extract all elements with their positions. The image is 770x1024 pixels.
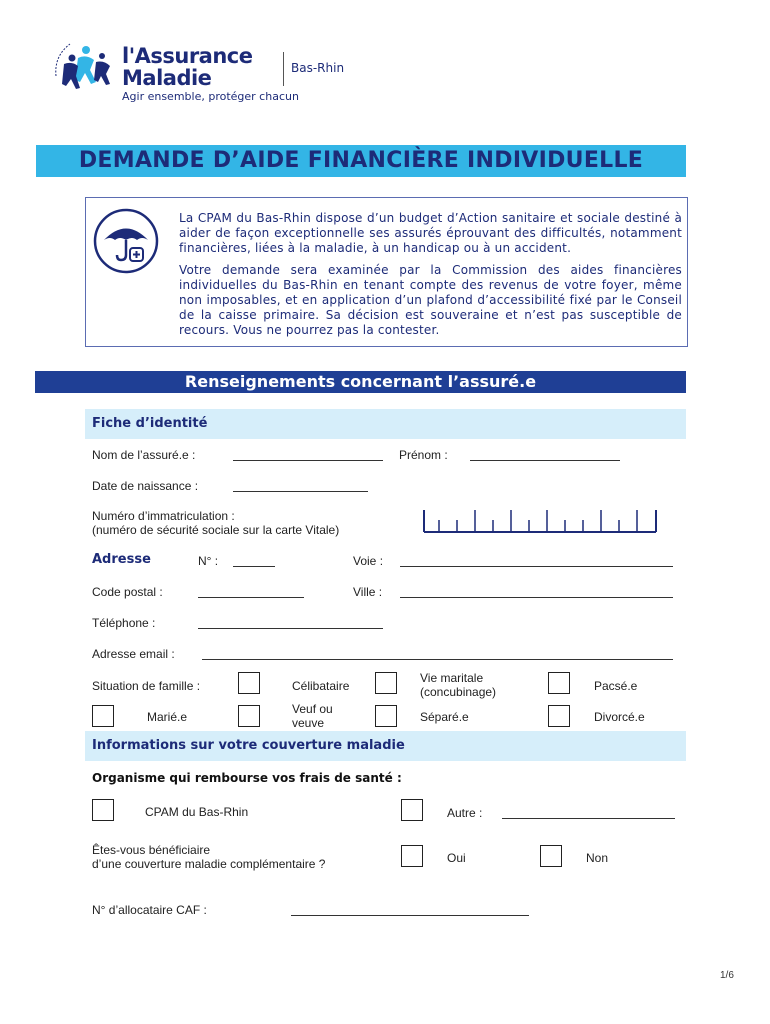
non-checkbox[interactable] [540,845,562,867]
tel-label: Téléphone : [92,616,156,630]
organisme-label: Organisme qui rembourse vos frais de santé : [92,771,402,785]
oui-label: Oui [447,851,466,865]
address-heading: Adresse [92,552,151,567]
veuf-sublabel: veuve [292,716,325,730]
logo-separator [283,52,284,86]
celibataire-label: Célibataire [292,679,350,693]
marie-label: Marié.e [147,710,188,724]
section-title: Renseignements concernant l’assuré.e [184,372,537,391]
immatriculation-field[interactable] [420,506,660,536]
marie-checkbox[interactable] [92,705,114,727]
oui-checkbox[interactable] [401,845,423,867]
immat-sublabel: (numéro de sécurité sociale sur la carte Vitale) [92,523,340,537]
cp-field[interactable] [198,597,304,598]
assurance-maladie-logo [50,36,122,98]
pacse-label: Pacsé.e [594,679,638,693]
vie-maritale-label: Vie maritale [420,671,484,685]
vie-maritale-sublabel: (concubinage) [420,685,497,699]
prenom-field[interactable] [470,460,620,461]
autre-field[interactable] [502,818,675,819]
separe-checkbox[interactable] [375,705,397,727]
pacse-checkbox[interactable] [548,672,570,694]
caf-label: N° d’allocataire CAF : [92,903,207,917]
veuf-checkbox[interactable] [238,705,260,727]
logo-line2: Maladie [122,66,212,90]
separe-label: Séparé.e [420,710,469,724]
ville-field[interactable] [400,597,673,598]
veuf-label: Veuf ou [292,702,333,716]
logo-tagline: Agir ensemble, protéger chacun [122,90,299,103]
coverage-heading: Informations sur votre couverture maladie [92,738,405,753]
nom-label: Nom de l’assuré.e : [92,448,196,462]
intro-paragraph-1: La CPAM du Bas-Rhin dispose d’un budget d’Action sanitaire et sociale destiné à aider de façon exceptionnelle ses assurés éprouvant des difficultés, notamment financières, liées à la maladie, à un handicap ou à un accident. [179,211,682,255]
caf-field[interactable] [291,915,529,916]
identity-heading: Fiche d’identité [92,416,208,431]
autre-label: Autre : [447,806,483,820]
intro-paragraph-2: Votre demande sera examinée par la Commission des aides financières individuelles du Bas-Rhin en tenant compte des revenus de votre foyer, même non imposables, et en application d’un plafond d’accessibilité fixé par le Conseil de la caisse primaire. Sa décision est souveraine et n’est pas susceptible de recours. Vous ne pourrez pas la contester. [179,263,682,337]
autre-checkbox[interactable] [401,799,423,821]
page-title: DEMANDE D’AIDE FINANCIÈRE INDIVIDUELLE [78,148,644,173]
cp-label: Code postal : [92,585,163,599]
numero-label: N° : [198,554,219,568]
cpam-label: CPAM du Bas-Rhin [145,805,249,819]
page-number: 1/6 [720,970,734,981]
naissance-field[interactable] [233,491,368,492]
umbrella-cross-icon [92,207,160,275]
vie-maritale-checkbox[interactable] [375,672,397,694]
nom-field[interactable] [233,460,383,461]
tel-field[interactable] [198,628,383,629]
email-field[interactable] [202,659,673,660]
logo-line1: l'Assurance [122,44,253,68]
celibataire-checkbox[interactable] [238,672,260,694]
complementaire-label: Êtes-vous bénéficiaire [92,843,211,857]
voie-label: Voie : [353,554,384,568]
naissance-label: Date de naissance : [92,479,199,493]
non-label: Non [586,851,609,865]
email-label: Adresse email : [92,647,175,661]
complementaire-sublabel: d’une couverture maladie complémentaire ? [92,857,326,871]
ville-label: Ville : [353,585,383,599]
family-label: Situation de famille : [92,679,201,693]
cpam-checkbox[interactable] [92,799,114,821]
region-label: Bas-Rhin [291,61,345,75]
immat-label: Numéro d’immatriculation : [92,509,235,523]
voie-field[interactable] [400,566,673,567]
numero-field[interactable] [233,566,275,567]
prenom-label: Prénom : [399,448,448,462]
divorce-label: Divorcé.e [594,710,645,724]
divorce-checkbox[interactable] [548,705,570,727]
